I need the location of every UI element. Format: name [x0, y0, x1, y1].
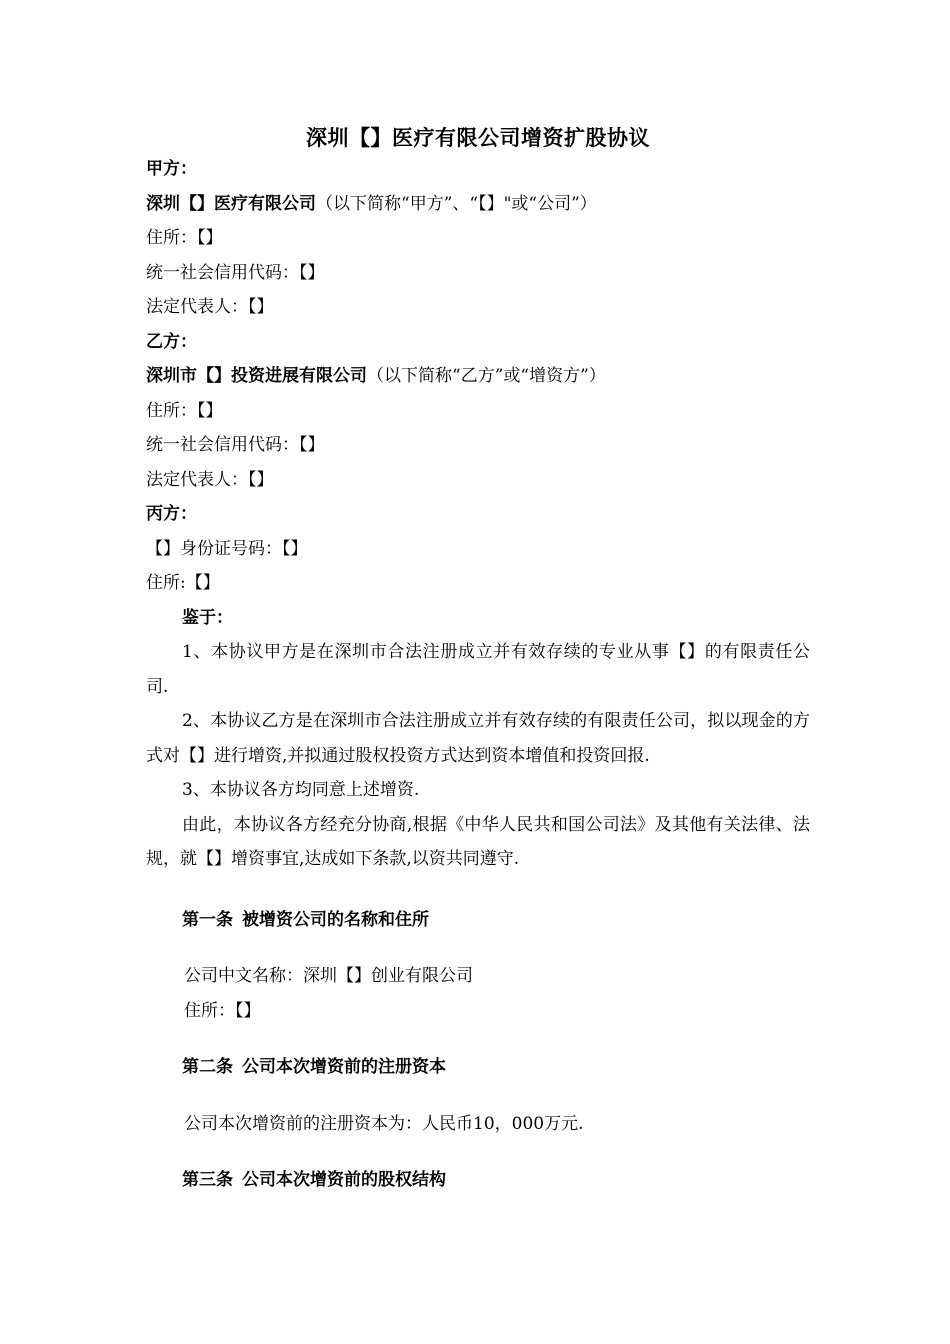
party-b-credit-code: 统一社会信用代码：【】 [146, 435, 325, 455]
party-c-address: 住所:【】 [146, 573, 220, 593]
party-a-heading: 甲方： [146, 159, 197, 179]
party-b-name-line [146, 359, 810, 394]
article-1-address: 住所：【】 [184, 1000, 261, 1021]
article-2-number: 第二条 [182, 1057, 233, 1077]
whereas-item-1: 1、本协议甲方是在深圳市合法注册成立并有效存续的专业从事【】的有限责任公司. [146, 642, 810, 697]
article-1-number: 第一条 [182, 909, 233, 930]
article-1-heading [146, 903, 810, 938]
article-2-capital: 公司本次增资前的注册资本为：人民币10，000万元. [184, 1113, 584, 1134]
party-c-id-line: 【】身份证号码：【】 [146, 538, 308, 559]
party-b-representative: 法定代表人：【】 [146, 469, 274, 490]
document-title: 深圳【】医疗有限公司增资扩股协议 [306, 125, 650, 150]
party-c-heading: 丙方： [146, 504, 197, 524]
party-a-name-line [146, 187, 810, 222]
whereas-item-3: 3、本协议各方均同意上述增资. [182, 780, 420, 800]
article-3-number: 第三条 [182, 1170, 233, 1190]
party-a-name: 深圳【】医疗有限公司 [146, 193, 316, 214]
party-b-alias: （以下简称“乙方”或“增资方”） [367, 366, 606, 386]
article-2-heading [146, 1050, 810, 1085]
party-a-representative: 法定代表人：【】 [146, 297, 274, 317]
party-a-alias: （以下简称“甲方”、“【】"或“公司”） [316, 193, 597, 214]
article-1-company-name: 公司中文名称：深圳【】创业有限公司 [184, 966, 473, 986]
whereas-item-2: 2、本协议乙方是在深圳市合法注册成立并有效存续的有限责任公司，拟以现金的方式对【】进行增资,并拟通过股权投资方式达到资本增值和投资回报. [146, 711, 810, 766]
article-1-title: 被增资公司的名称和住所 [242, 909, 429, 930]
article-3-title: 公司本次增资前的股权结构 [242, 1170, 446, 1190]
party-a-address: 住所：【】 [146, 228, 223, 248]
article-2-title: 公司本次增资前的注册资本 [242, 1057, 446, 1077]
whereas-conclusion: 由此，本协议各方经充分协商,根据《中华人民共和国公司法》及其他有关法律、法规，就【】增资事宜,达成如下条款,以资共同遵守. [146, 814, 810, 869]
whereas-heading: 鉴于： [182, 607, 233, 628]
party-b-address: 住所：【】 [146, 400, 223, 421]
party-b-name: 深圳市【】投资进展有限公司 [146, 366, 367, 386]
party-a-credit-code: 统一社会信用代码：【】 [146, 262, 325, 283]
article-3-heading [146, 1163, 810, 1198]
party-b-heading: 乙方： [146, 331, 197, 352]
